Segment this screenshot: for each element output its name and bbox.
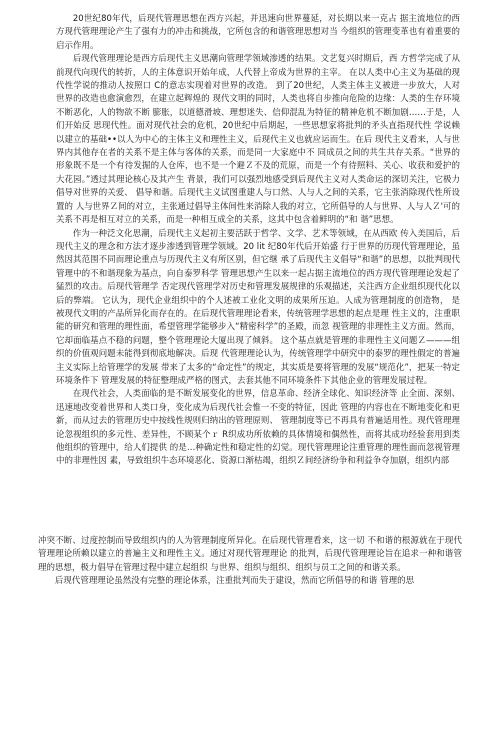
paragraph-continuation: 冲突不断、过度控制而导致组织内的人为管理制度所异化。在后现代管理看来，这一切 不和谐的根源就在于现代管理理论所赖以建立的普遍主义和理性主义。通过对现代管理理论 的批判，后现代管理理论旨在追求一种和谐管理的思想，极力倡导在管理过程中建立起组织 与世界、组织与组织、组织与员工之间的和谐关系。: [38, 535, 462, 572]
article-body-lower: [38, 534, 462, 588]
article-body-upper: [56, 12, 460, 468]
paragraph-spread: 作为一种泛文化思潮，后现代主义起初主要活跃于哲学、文学、艺术等领域，在从西欧 传入美国后，后现代主义的理念和方法才逐步渗透到管理学领域。20 lit 纪80年代后开始盛 行于世界的历现代管理理论，虽然因其范围不同而理论重点与历现代主义有所区别，但它继 承了后现代主义倡导“和谐”的思想，以批判现代管理中的不和谐现象为基点，向自泰罗科学 管理思想产生以来一起占据主流地位的西方现代管理理论发起了猛烈的攻击。后现代管理学 否定现代管理学对历史和管理发展规律的乐观描述，关注西方企业组织现代化以后的弊端。 它认为，现代企业组织中的个人述被工业化文明的成果所压迫。人成为管理制度的创造物， 是被现代文明的产品所异化而存在的。在后现代管理理论看来，传统管理学思想的起点是理 性主义的，注重职能的研究和管理的理性面，希望管理学能够步入“精密科学”的圣殿，而忽 视管理的非理性主义方面。然而，它却面临基点不稳的问题，整个管理理论大厦出现了倾斜。 这个基点就是管理的非理性主义问题Ｚ———组织的价值观问题未能得到彻底地解决。后现 代管理理论认为，传统管理学中研究中的泰罗的理性假定的普遍主义实际上给管理学的发展 带来了太多的“命定性”的规定，其实质是要将管理的发展“规范化”，把某一特定环境条件下 管理发展的特征整理成严格的图式，去套其他不同环境条件下其他企业的管理发展过程。: [56, 227, 460, 385]
paragraph-origins: 后现代管理理论是西方后现代主义思潮向管理学领域渗透的结果。文艺复兴时期后，西 方哲学完成了从前现代向现代的转折，人的主体意识开始年成，人代替上帝成为世界的主宰。 在以人类中心主义为基础的现代性学说的推动人按照口 C的意志实现着对世界的改造。 到了20世纪，人类主体主义被进一步放大，人对世界的改造也愈演愈烈，在建立起辉煌的 现代文明的同时，人类也将自步推向危险的边缘：人类的生存环境不断恶化，人的物欲不断 膨胀，以道德滑坡、理想迷失、信仰混乱为特征的精神危机不断加剧……于是，人们开始反 思现代性。面对现代社会的危机，20世纪中后期起，一些思想家将批判的矛头直指现代性 学说赖以建立的基础••以人为中心的主体主义和理性主义，后现代主义也就应运而生。在后 现代主义看来，人与世界内其他存在者的关系不是主体与客体的关系，而是同一大家庭中不 同成员之间的共生共存关系。“世界的形象既不是一个有待发掘的人仓库，也不是一个避Ｚ不及的荒原，而是一个有待照料、关心、收获和爱护的大花园。”透过其理论核心及其产生 背景，我们可以强烈地感受到后现代主义对人类命运的深切关注，它极力倡导对世界的关爱、 倡导和谐。后现代主义试图重建人与口然、人与人之间的关系，它主张消除现代性所设置的 人与世界Ｚ间的对立，主张通过倡导主体间性来消除人我的对立，它所倡导的人与世界、人与人Ｚ'可的关系不再是相互对立的关系，而是一种相互成全的关系，这其中包含着鲜明的“和 谐”思想。: [56, 53, 461, 225]
paragraph-modern-society: 在现代社会，人类面临的是不断发展变化的世界，信息革命、经济全球化、知识经济等 止全面、深刻、迅速地改变着世界和人类口身，变化成为后现代社会惟一不变的特征，因此 管理的内容也在不断地变化和更新，而从过去的管理历史中按线性规则归纳出的管理原则、 管理制度等已不再具有普遍适用性。现代管理理论忽视组织的多元性、差异性，不顾某个ｒ R织成功所依赖的具体情境和偶然性，而将其成功经验套用到类他组织的管理中，给人们提供 的是…种确定性和稳定性的幻觉。现代管理理论注重管理的理性面而忽视管理中的非理性因 素，导致组织牛态环境恶化、资源口渐枯竭，组织Ｚ间经济纷争和利益争夺加剧，组织内部: [56, 388, 460, 466]
paragraph-intro: 20世纪80年代，后现代管理思想在西方兴起，并迅速向世界蔓延，对长期以来一克占 据主流地位的西方现代管理理论产生了强有力的冲击和挑战，它所包含的和谐管理思想对当 今组织的管理变革也有着重要的启示作用。: [56, 13, 460, 50]
paragraph-closing: 后现代管理理论虽然没有完整的理论体系，注重批判而失于建设，然而它所倡导的和谐 管理的思: [54, 575, 415, 586]
